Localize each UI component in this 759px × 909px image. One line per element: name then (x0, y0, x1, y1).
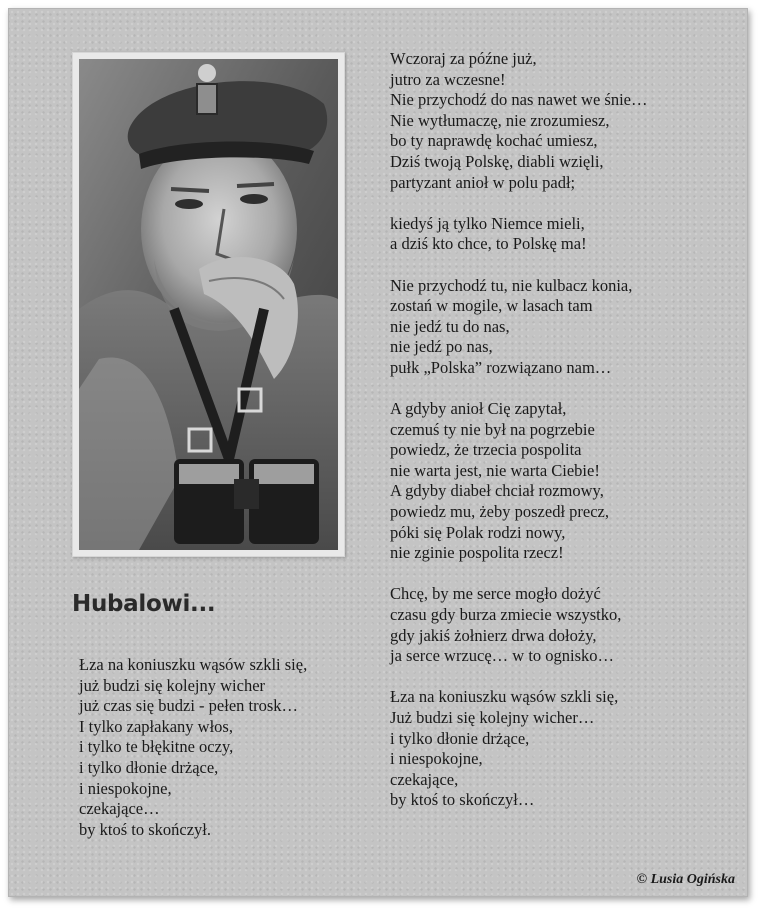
stanza (390, 276, 730, 379)
poem-right-column (390, 49, 730, 811)
poem-card (8, 8, 748, 897)
poem-line: by ktoś to skończył. (79, 819, 211, 839)
poem-line: ja serce wrzucę… w to ognisko… (390, 646, 615, 666)
poem-line: Chcę, by me serce mogło dożyć (390, 584, 601, 604)
poem-line: powiedz mu, żeby poszedł precz, (390, 502, 609, 522)
stanza (390, 399, 730, 564)
poem-line: Nie wytłumaczę, nie zrozumiesz, (390, 110, 610, 130)
poem-line: i tylko dłonie drżące, (390, 728, 530, 748)
poem-line: Łza na koniuszku wąsów szkli się, (390, 687, 619, 707)
poem-line: powiedz, że trzecia pospolita (390, 440, 582, 460)
poem-line: Nie przychodź do nas nawet we śnie… (390, 90, 648, 110)
poem-line: czekające, (390, 769, 459, 789)
poem-line: czemuś ty nie był na pogrzebie (390, 419, 595, 439)
poem-line: Już budzi się kolejny wicher… (390, 708, 595, 727)
stanza (390, 687, 730, 811)
poem-left-column (79, 655, 369, 840)
poem-line: a dziś kto chce, to Polskę ma! (390, 234, 587, 254)
poem-line: kiedyś ją tylko Niemce mieli, (390, 213, 585, 233)
poem-line: gdy jakiś żołnierz drwa dołoży, (390, 625, 597, 645)
poem-line: A gdyby diabeł chciał rozmowy, (390, 481, 604, 501)
poem-line: i tylko te błękitne oczy, (79, 737, 234, 757)
stanza (390, 584, 730, 666)
poem-line: Nie przychodź tu, nie kulbacz konia, (390, 275, 633, 295)
poem-line: nie warta jest, nie warta Ciebie! (390, 460, 600, 480)
poem-line: nie jedź po nas, (390, 337, 493, 357)
poem-line: jutro za wczesne! (390, 69, 506, 89)
poem-line: zostań w mogile, w lasach tam (390, 296, 593, 316)
poem-title: Hubalowi... (72, 591, 216, 617)
photo-frame (72, 52, 345, 557)
portrait-photo (79, 59, 338, 550)
stanza (390, 214, 730, 255)
poem-line: nie jedź tu do nas, (390, 316, 510, 336)
poem-line: nie zginie pospolita rzecz! (390, 543, 564, 563)
poem-line: i tylko dłonie drżące, (79, 757, 219, 777)
poem-line: Łza na koniuszku wąsów szkli się, (79, 655, 308, 674)
poem-line: już budzi się kolejny wicher (79, 675, 266, 695)
poem-line: partyzant anioł w polu padł; (390, 172, 576, 192)
poem-line: by ktoś to skończył… (390, 790, 535, 810)
poem-line: póki się Polak rodzi nowy, (390, 522, 566, 542)
poem-line: Wczoraj za późne już, (390, 49, 537, 68)
poem-line: czasu gdy burza zmiecie wszystko, (390, 605, 622, 625)
poem-line: i niespokojne, (390, 749, 483, 769)
poem-line: Dziś twoją Polskę, diabli wzięli, (390, 151, 604, 171)
poem-line: już czas się budzi - pełen trosk… (79, 696, 299, 716)
stanza (390, 49, 730, 193)
copyright-signature: © Lusia Ogińska (636, 872, 735, 887)
poem-line: czekające… (79, 799, 160, 819)
portrait-illustration (79, 59, 338, 550)
poem-line: i niespokojne, (79, 778, 172, 798)
poem-line: I tylko zapłakany włos, (79, 716, 233, 736)
poem-line: bo ty naprawdę kochać umiesz, (390, 131, 598, 151)
poem-line: pułk „Polska” rozwiązano nam… (390, 357, 612, 377)
poem-line: A gdyby anioł Cię zapytał, (390, 399, 567, 419)
